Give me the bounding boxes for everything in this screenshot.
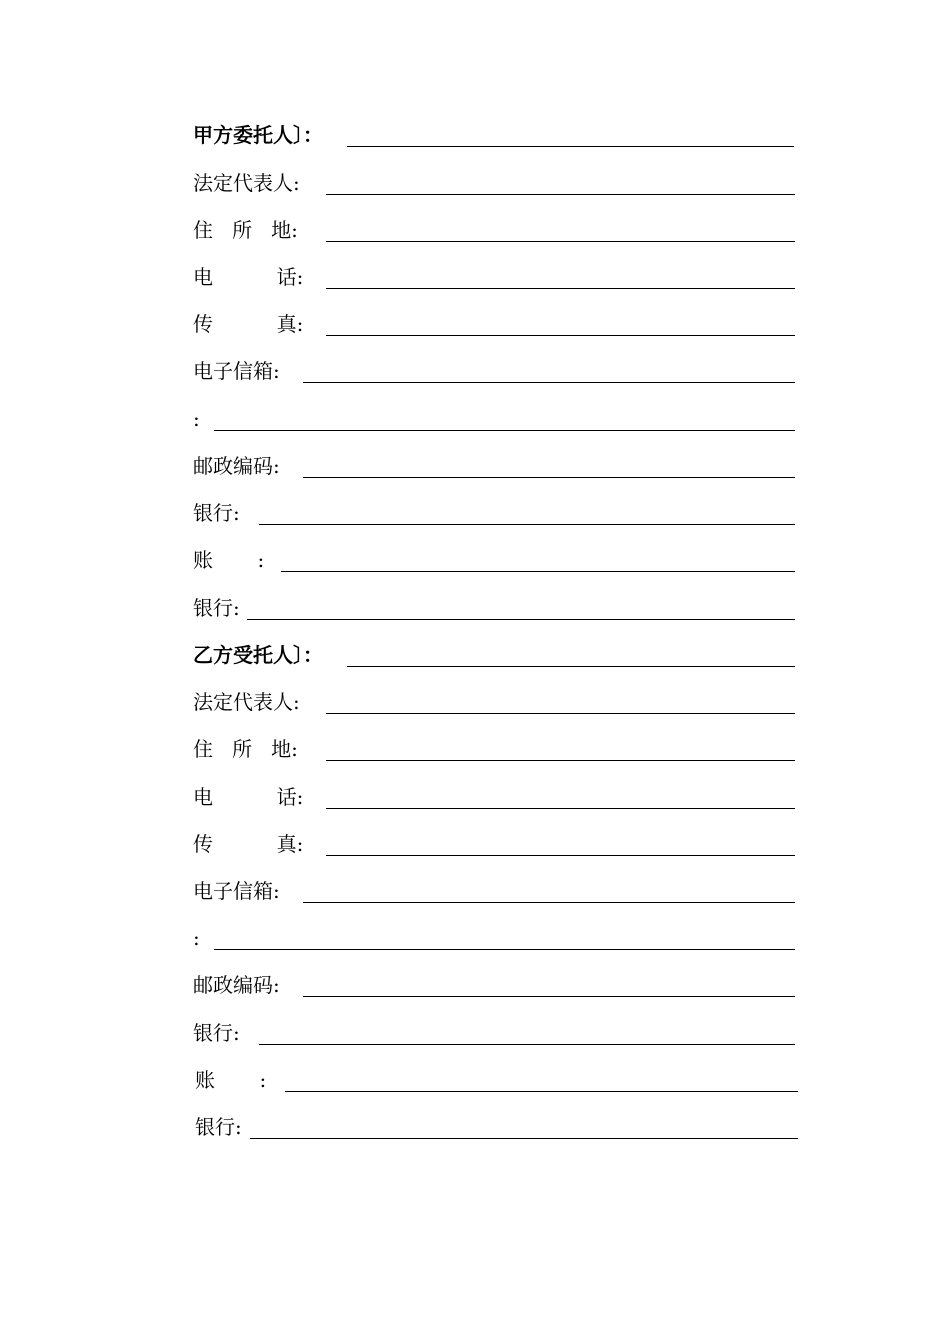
party-a-bank-label: 银行: bbox=[193, 501, 240, 525]
party-a-bank2-label: 银行: bbox=[193, 596, 240, 620]
party-a-legal-rep-line[interactable] bbox=[326, 194, 795, 195]
party-b-phone-line[interactable] bbox=[326, 808, 795, 809]
party-a-phone-label: 电 话: bbox=[193, 265, 304, 289]
party-b-address-line[interactable] bbox=[326, 760, 795, 761]
party-b-email-line[interactable] bbox=[303, 902, 795, 903]
party-b-phone-label: 电 话: bbox=[193, 785, 304, 809]
party-a-fax-label: 传 真: bbox=[193, 312, 304, 336]
party-a-name-line[interactable] bbox=[347, 146, 794, 147]
party-a-blank-label: : bbox=[193, 407, 200, 431]
party-b-bank2-label: 银行: bbox=[195, 1115, 242, 1139]
party-b-legal-rep-line[interactable] bbox=[326, 713, 795, 714]
party-b-name-line[interactable] bbox=[347, 666, 795, 667]
party-b-heading: 乙方受托人〕： bbox=[193, 643, 323, 667]
party-a-address-label: 住 所 地: bbox=[193, 218, 298, 242]
party-a-legal-rep-label: 法定代表人: bbox=[193, 171, 300, 195]
party-a-account-line[interactable] bbox=[281, 571, 795, 572]
party-b-address-label: 住 所 地: bbox=[193, 737, 298, 761]
party-b-fax-line[interactable] bbox=[326, 855, 795, 856]
party-b-legal-rep-label: 法定代表人: bbox=[193, 690, 300, 714]
party-a-email-label: 电子信箱: bbox=[193, 359, 280, 383]
party-a-heading: 甲方委托人〕： bbox=[193, 123, 323, 147]
party-b-bank-label: 银行: bbox=[193, 1021, 240, 1045]
party-a-blank-line[interactable] bbox=[214, 430, 795, 431]
party-a-postal-label: 邮政编码: bbox=[193, 454, 280, 478]
party-b-postal-line[interactable] bbox=[303, 996, 795, 997]
party-a-phone-line[interactable] bbox=[326, 288, 795, 289]
party-a-account-label: 账 : bbox=[193, 548, 265, 572]
party-a-bank2-line[interactable] bbox=[247, 619, 795, 620]
party-b-blank-line[interactable] bbox=[214, 949, 795, 950]
party-a-email-line[interactable] bbox=[303, 382, 795, 383]
party-b-fax-label: 传 真: bbox=[193, 832, 304, 856]
party-b-account-label: 账 : bbox=[195, 1068, 267, 1092]
party-b-account-line[interactable] bbox=[285, 1091, 798, 1092]
party-b-email-label: 电子信箱: bbox=[193, 879, 280, 903]
party-b-bank2-line[interactable] bbox=[250, 1138, 798, 1139]
party-b-bank-line[interactable] bbox=[259, 1044, 795, 1045]
party-a-postal-line[interactable] bbox=[303, 477, 795, 478]
party-a-bank-line[interactable] bbox=[259, 524, 795, 525]
party-b-postal-label: 邮政编码: bbox=[193, 973, 280, 997]
party-a-address-line[interactable] bbox=[326, 241, 795, 242]
party-a-fax-line[interactable] bbox=[326, 335, 795, 336]
party-b-blank-label: : bbox=[193, 926, 200, 950]
